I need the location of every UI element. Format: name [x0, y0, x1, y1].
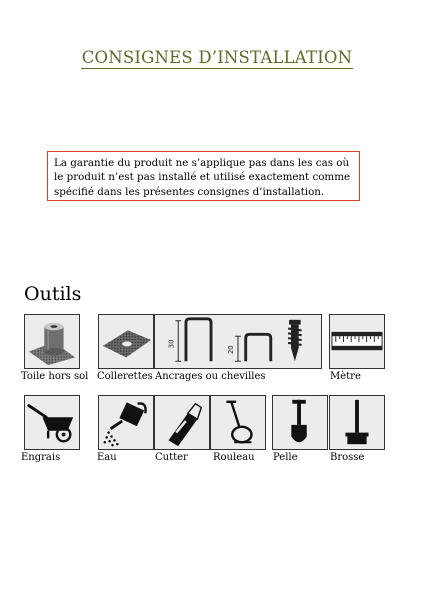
warranty-line-2: le produit n’est pas installé et utilisé exactement comme — [54, 171, 351, 184]
ground-cloth-roll-icon — [25, 315, 79, 368]
warranty-line-3: spécifié dans les présentes consignes d’installation. — [54, 185, 325, 198]
collar-mesh-icon — [99, 315, 153, 368]
tool-label-brosse: Brosse — [330, 452, 365, 463]
anchors-tile — [154, 314, 322, 369]
staples-and-pegs-icon — [155, 315, 321, 368]
tool-label-ancrages: Ancrages ou chevilles — [155, 371, 266, 382]
ground-cloth-tile — [24, 314, 80, 369]
staple-length-20: 20 — [227, 345, 236, 354]
tools-heading: Outils — [24, 283, 82, 305]
collars-tile — [98, 314, 154, 369]
roller-tile — [210, 395, 266, 450]
page-title — [0, 48, 434, 69]
broom-icon — [330, 396, 384, 449]
tool-label-metre: Mètre — [330, 371, 361, 382]
tool-label-cutter: Cutter — [155, 452, 188, 463]
tool-label-collerettes: Collerettes — [97, 371, 153, 382]
tool-label-eau: Eau — [97, 452, 117, 463]
tool-label-pelle: Pelle — [273, 452, 298, 463]
tool-label-toile: Toile hors sol — [21, 371, 89, 382]
watering-can-icon — [99, 396, 153, 449]
page-title-text: CONSIGNES D’INSTALLATION — [81, 48, 353, 67]
spreader-cart-icon — [25, 396, 79, 449]
fertilizer-tile — [24, 395, 80, 450]
warranty-line-1: La garantie du produit ne s’applique pas dans les cas où — [54, 157, 350, 169]
broom-tile — [329, 395, 385, 450]
tool-label-engrais: Engrais — [21, 452, 61, 463]
water-tile — [98, 395, 154, 450]
shovel-tile — [272, 395, 328, 450]
tape-measure-tile — [329, 314, 385, 369]
tool-label-rouleau: Rouleau — [213, 452, 255, 463]
cutter-tile — [154, 395, 210, 450]
lawn-roller-icon — [211, 396, 265, 449]
utility-knife-icon — [155, 396, 209, 449]
shovel-icon — [273, 396, 327, 449]
tape-measure-icon — [330, 315, 384, 368]
staple-length-30: 30 — [167, 339, 176, 349]
warranty-notice — [47, 151, 360, 201]
